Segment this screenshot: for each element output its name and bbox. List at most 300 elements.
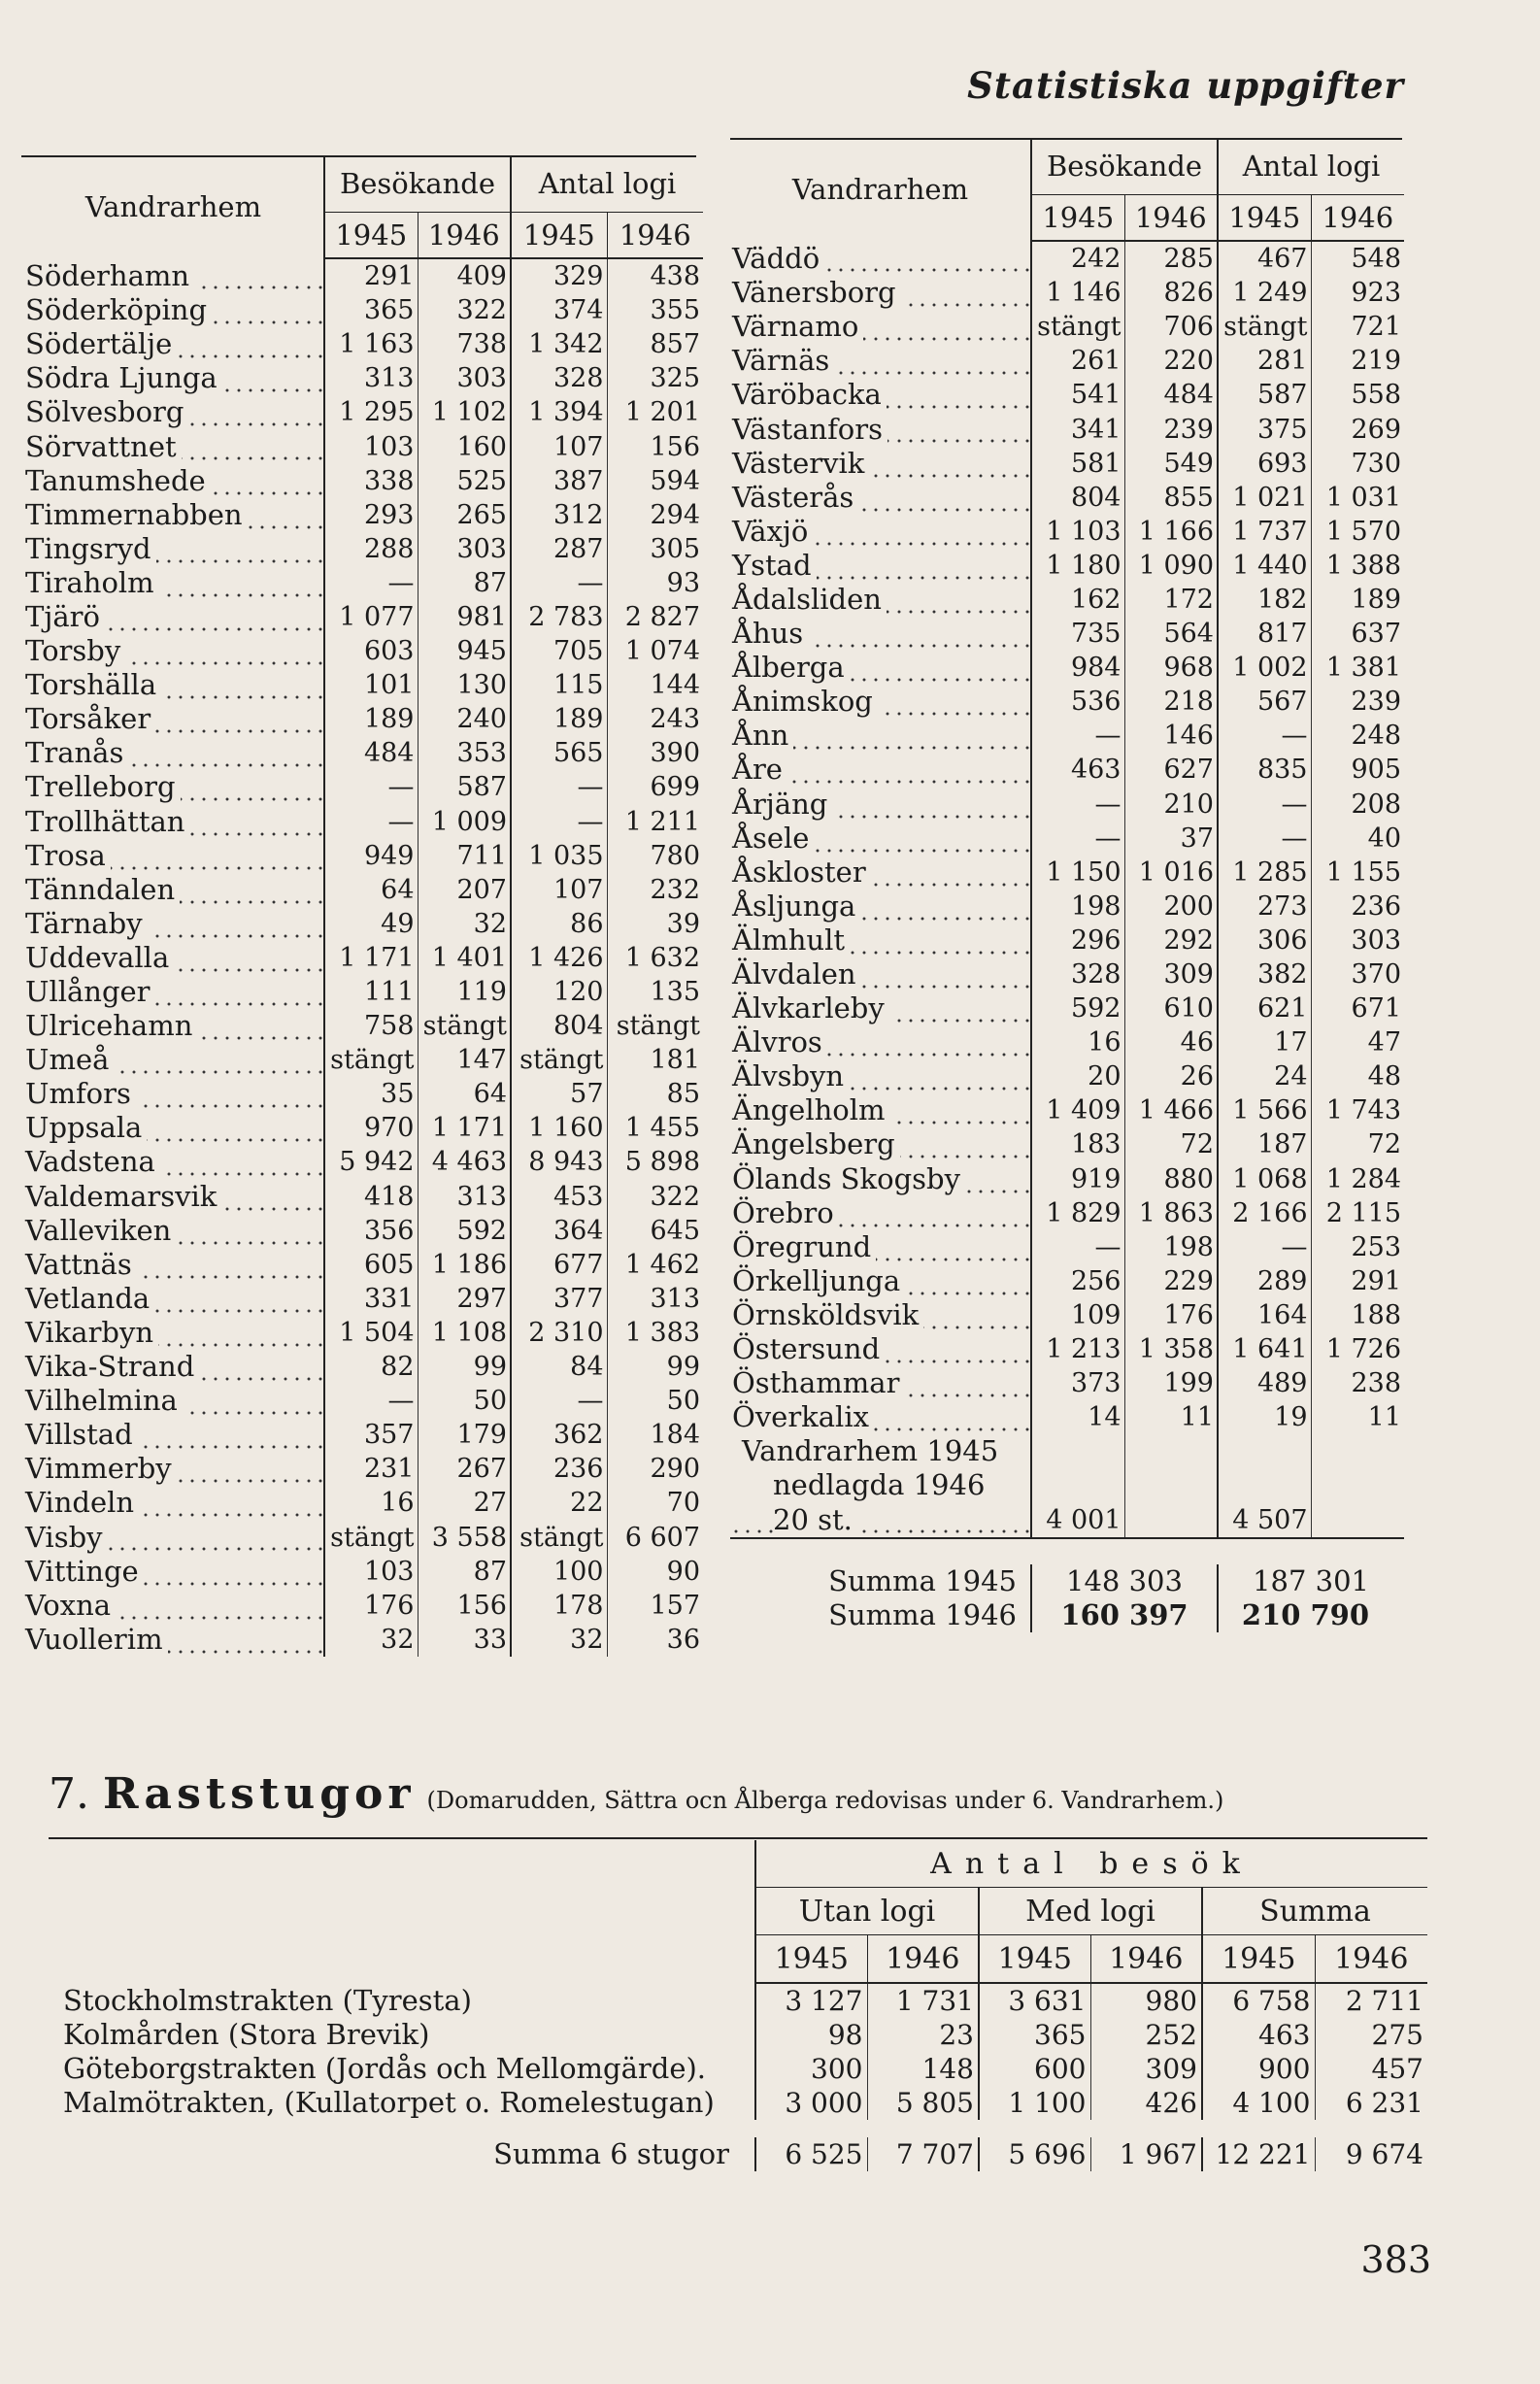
cell-value: 313 bbox=[607, 1282, 703, 1316]
cell-value: 182 bbox=[1218, 583, 1311, 617]
table-row bbox=[23, 736, 703, 770]
cell-value: 87 bbox=[418, 1555, 511, 1589]
table-row bbox=[730, 1230, 1404, 1264]
cell-value: 8 943 bbox=[511, 1145, 607, 1179]
cell-value: 309 bbox=[1124, 957, 1218, 991]
cell-value: 730 bbox=[1311, 447, 1404, 481]
cell-value: 3 127 bbox=[755, 1983, 867, 2018]
cell-value: 390 bbox=[607, 736, 703, 770]
cell-value: 219 bbox=[1311, 344, 1404, 378]
cell-value: 817 bbox=[1218, 617, 1311, 651]
table-row bbox=[23, 429, 703, 463]
cell-value: — bbox=[511, 1384, 607, 1418]
cell-value: 218 bbox=[1124, 685, 1218, 719]
cell-value: 84 bbox=[511, 1350, 607, 1384]
row-label: Ängelsberg bbox=[730, 1127, 1031, 1161]
cell-value: 111 bbox=[324, 975, 418, 1009]
table-row bbox=[730, 617, 1404, 651]
cell-value: 36 bbox=[607, 1623, 703, 1657]
cell-value: 1 035 bbox=[511, 839, 607, 873]
cell-value: 1 342 bbox=[511, 327, 607, 361]
table-row bbox=[23, 1384, 703, 1418]
cell-value: 24 bbox=[1218, 1059, 1311, 1093]
table-row bbox=[23, 1623, 703, 1657]
cell-value: 705 bbox=[511, 634, 607, 668]
cell-value: 945 bbox=[418, 634, 511, 668]
right-table-body bbox=[730, 241, 1404, 1434]
row-label: Växjö bbox=[730, 515, 1031, 549]
cell-value: — bbox=[1218, 822, 1311, 856]
cell-value: 303 bbox=[418, 532, 511, 566]
cell-value: 1 566 bbox=[1218, 1093, 1311, 1127]
cell-value: 1 726 bbox=[1311, 1332, 1404, 1366]
cell-value: 1 426 bbox=[511, 941, 607, 975]
table-row bbox=[730, 1059, 1404, 1093]
cell-value: 592 bbox=[418, 1214, 511, 1248]
cell-value: 1 401 bbox=[418, 941, 511, 975]
cell-value: 1 249 bbox=[1218, 276, 1311, 310]
cell-value: 453 bbox=[511, 1180, 607, 1214]
cell-value: 50 bbox=[607, 1384, 703, 1418]
cell-value: 229 bbox=[1124, 1264, 1218, 1298]
cell-value: — bbox=[324, 770, 418, 804]
column-header-visitors: Besökande bbox=[1031, 138, 1218, 195]
cell-value: 198 bbox=[1031, 890, 1124, 923]
row-label: Voxna bbox=[23, 1589, 324, 1623]
cell-value: 592 bbox=[1031, 991, 1124, 1025]
cell-value: 1 295 bbox=[324, 395, 418, 429]
cell-value: 64 bbox=[418, 1077, 511, 1111]
cell-value: 164 bbox=[1218, 1298, 1311, 1332]
cell-value: 269 bbox=[1311, 412, 1404, 446]
cell-value: 600 bbox=[979, 2052, 1090, 2086]
cell-value: 232 bbox=[607, 873, 703, 907]
cell-value: 1 160 bbox=[511, 1111, 607, 1145]
cell-value: 103 bbox=[324, 429, 418, 463]
row-label: Vuollerim bbox=[23, 1623, 324, 1657]
cell-value: 288 bbox=[324, 532, 418, 566]
cell-value: stängt bbox=[511, 1520, 607, 1554]
table-row bbox=[730, 583, 1404, 617]
summa-value: 9 674 bbox=[1315, 2137, 1427, 2171]
cell-value: 46 bbox=[1124, 1025, 1218, 1059]
row-label: Södertälje bbox=[23, 327, 324, 361]
cell-value: 291 bbox=[1311, 1264, 1404, 1298]
cell-value: 303 bbox=[1311, 923, 1404, 957]
running-head: Statistiska uppgifter bbox=[967, 64, 1404, 107]
table-row bbox=[23, 532, 703, 566]
row-label: Kolmården (Stora Brevik) bbox=[63, 2018, 430, 2051]
row-label: Umeå bbox=[23, 1043, 324, 1077]
summa-1946-visitors: 160 397 bbox=[1031, 1598, 1218, 1632]
cell-value: 157 bbox=[607, 1589, 703, 1623]
row-label: Ålberga bbox=[730, 651, 1031, 685]
table-row bbox=[730, 1025, 1404, 1059]
cell-value: 176 bbox=[324, 1589, 418, 1623]
cell-value: 1 102 bbox=[418, 395, 511, 429]
table-row bbox=[730, 481, 1404, 515]
cell-value: 27 bbox=[418, 1486, 511, 1520]
year-header: 1946 bbox=[867, 1935, 979, 1984]
cell-value: 248 bbox=[1311, 719, 1404, 753]
cell-value: 804 bbox=[511, 1009, 607, 1043]
cell-value: 1 358 bbox=[1124, 1332, 1218, 1366]
cell-value: 236 bbox=[511, 1452, 607, 1486]
cell-value: 86 bbox=[511, 907, 607, 941]
cell-value: 364 bbox=[511, 1214, 607, 1248]
cell-value: 47 bbox=[1311, 1025, 1404, 1059]
table-row bbox=[49, 2086, 1427, 2120]
cell-value: 1 100 bbox=[979, 2086, 1090, 2120]
cell-value: 804 bbox=[1031, 481, 1124, 515]
cell-value: 6 607 bbox=[607, 1520, 703, 1554]
subheader-with-lodging: Med logi bbox=[979, 1888, 1202, 1935]
table-row bbox=[23, 1145, 703, 1179]
table-row bbox=[730, 412, 1404, 446]
cell-value: 1 108 bbox=[418, 1316, 511, 1350]
table-row bbox=[23, 464, 703, 498]
cell-value: 2 711 bbox=[1315, 1983, 1427, 2018]
cell-value: 103 bbox=[324, 1555, 418, 1589]
table-row bbox=[23, 258, 703, 293]
table-row bbox=[23, 1009, 703, 1043]
cell-value: 240 bbox=[418, 702, 511, 736]
table-row bbox=[23, 839, 703, 873]
cell-value: 281 bbox=[1218, 344, 1311, 378]
cell-value: 1 150 bbox=[1031, 856, 1124, 890]
cell-value: 239 bbox=[1124, 412, 1218, 446]
cell-value: 1 068 bbox=[1218, 1162, 1311, 1196]
cell-value: 328 bbox=[1031, 957, 1124, 991]
row-label: Sölvesborg bbox=[23, 395, 324, 429]
page-number: 383 bbox=[1360, 2238, 1431, 2281]
cell-value: 1 077 bbox=[324, 600, 418, 634]
cell-value: 19 bbox=[1218, 1400, 1311, 1434]
table-row bbox=[730, 651, 1404, 685]
cell-value: 289 bbox=[1218, 1264, 1311, 1298]
row-label: Tjärö bbox=[23, 600, 324, 634]
cell-value: — bbox=[324, 566, 418, 600]
table-row bbox=[730, 719, 1404, 753]
table-row bbox=[730, 515, 1404, 549]
cell-value: 1 409 bbox=[1031, 1093, 1124, 1127]
cell-value: 426 bbox=[1090, 2086, 1202, 2120]
cell-value: 1 737 bbox=[1218, 515, 1311, 549]
cell-value: 147 bbox=[418, 1043, 511, 1077]
cell-value: 189 bbox=[1311, 583, 1404, 617]
row-label: Älvsbyn bbox=[730, 1059, 1031, 1093]
cell-value: 239 bbox=[1311, 685, 1404, 719]
cell-value: 1 211 bbox=[607, 805, 703, 839]
cell-value: 1 009 bbox=[418, 805, 511, 839]
year-header: 1945 bbox=[324, 213, 418, 259]
table-row bbox=[23, 941, 703, 975]
cell-value: 243 bbox=[607, 702, 703, 736]
row-label: Tänndalen bbox=[23, 873, 324, 907]
row-label: Umfors bbox=[23, 1077, 324, 1111]
cell-value: 981 bbox=[418, 600, 511, 634]
year-header: 1946 bbox=[1311, 195, 1404, 242]
cell-value: 5 805 bbox=[867, 2086, 979, 2120]
row-label: Ånimskog bbox=[730, 685, 1031, 719]
cell-value: 605 bbox=[324, 1248, 418, 1282]
table-row bbox=[23, 1214, 703, 1248]
cell-value: 148 bbox=[867, 2052, 979, 2086]
row-label: Uddevalla bbox=[23, 941, 324, 975]
cell-value: 297 bbox=[418, 1282, 511, 1316]
cell-value: 418 bbox=[324, 1180, 418, 1214]
row-label: Åskloster bbox=[730, 856, 1031, 890]
cell-value: 146 bbox=[1124, 719, 1218, 753]
row-label: Uppsala bbox=[23, 1111, 324, 1145]
cell-value: 356 bbox=[324, 1214, 418, 1248]
cell-value: — bbox=[1031, 1230, 1124, 1264]
table-row bbox=[730, 549, 1404, 583]
cell-value: 72 bbox=[1124, 1127, 1218, 1161]
row-label: Örnsköldsvik bbox=[730, 1298, 1031, 1332]
row-label: Västervik bbox=[730, 447, 1031, 481]
table-row bbox=[23, 1282, 703, 1316]
cell-value: 293 bbox=[324, 498, 418, 532]
cell-value: 273 bbox=[1218, 890, 1311, 923]
cell-value: 200 bbox=[1124, 890, 1218, 923]
row-label: Östersund bbox=[730, 1332, 1031, 1366]
row-label: Åsele bbox=[730, 822, 1031, 856]
column-header-nights: Antal logi bbox=[1218, 138, 1404, 195]
year-header: 1945 bbox=[1202, 1935, 1315, 1984]
cell-value: 738 bbox=[418, 327, 511, 361]
cell-value: 693 bbox=[1218, 447, 1311, 481]
row-label: Ullånger bbox=[23, 975, 324, 1009]
cell-value: 156 bbox=[607, 429, 703, 463]
cell-value: stängt bbox=[1031, 310, 1124, 344]
cell-value: 23 bbox=[867, 2018, 979, 2052]
row-label: Valdemarsvik bbox=[23, 1180, 324, 1214]
cell-value: 179 bbox=[418, 1418, 511, 1452]
cell-value: 331 bbox=[324, 1282, 418, 1316]
column-header-visitors: Besökande bbox=[324, 155, 511, 213]
cell-value: 26 bbox=[1124, 1059, 1218, 1093]
cell-value: 1 146 bbox=[1031, 276, 1124, 310]
row-label: Vimmerby bbox=[23, 1452, 324, 1486]
cell-value: 1 731 bbox=[867, 1983, 979, 2018]
cell-value: 87 bbox=[418, 566, 511, 600]
table-row bbox=[730, 822, 1404, 856]
table-row bbox=[730, 241, 1404, 276]
cell-value: 275 bbox=[1315, 2018, 1427, 2052]
summa-1945-label: Summa 1945 bbox=[828, 1563, 1017, 1597]
row-label: Örkelljunga bbox=[730, 1264, 1031, 1298]
cell-value: 183 bbox=[1031, 1127, 1124, 1161]
cell-value: 1 504 bbox=[324, 1316, 418, 1350]
table-row bbox=[23, 1248, 703, 1282]
cell-value: 109 bbox=[1031, 1298, 1124, 1332]
cell-value: — bbox=[1031, 822, 1124, 856]
summa-1945-visitors: 148 303 bbox=[1031, 1564, 1218, 1598]
cell-value: — bbox=[511, 566, 607, 600]
table-row bbox=[730, 1332, 1404, 1366]
cell-value: 699 bbox=[607, 770, 703, 804]
summa-1945-nights: 187 301 bbox=[1218, 1564, 1404, 1598]
cell-value: 735 bbox=[1031, 617, 1124, 651]
table-row bbox=[730, 310, 1404, 344]
cell-value: 285 bbox=[1124, 241, 1218, 276]
closed-line-2: nedlagda 1946 bbox=[773, 1468, 986, 1502]
table-row bbox=[23, 293, 703, 327]
cell-value: 1 201 bbox=[607, 395, 703, 429]
cell-value: 11 bbox=[1124, 1400, 1218, 1434]
row-label: Ådalsliden bbox=[730, 583, 1031, 617]
cell-value: 857 bbox=[607, 327, 703, 361]
cell-value: 181 bbox=[607, 1043, 703, 1077]
table-row bbox=[730, 1264, 1404, 1298]
cell-value: 980 bbox=[1090, 1983, 1202, 2018]
row-label: Vika-Strand bbox=[23, 1350, 324, 1384]
cell-value: — bbox=[1031, 719, 1124, 753]
cell-value: 64 bbox=[324, 873, 418, 907]
row-label: Ölands Skogsby bbox=[730, 1162, 1031, 1196]
cell-value: 4 100 bbox=[1202, 2086, 1315, 2120]
table-row bbox=[730, 378, 1404, 412]
cell-value: 5 898 bbox=[607, 1145, 703, 1179]
closed-line-1: Vandrarhem 1945 bbox=[742, 1434, 999, 1468]
cell-value: 463 bbox=[1202, 2018, 1315, 2052]
table-row bbox=[730, 856, 1404, 890]
cell-value: 72 bbox=[1311, 1127, 1404, 1161]
cell-value: 309 bbox=[1090, 2052, 1202, 2086]
cell-value: 37 bbox=[1124, 822, 1218, 856]
table-row bbox=[730, 1162, 1404, 1196]
row-label: Vänersborg bbox=[730, 276, 1031, 310]
cell-value: 1 394 bbox=[511, 395, 607, 429]
cell-value: 880 bbox=[1124, 1162, 1218, 1196]
row-label: Ystad bbox=[730, 549, 1031, 583]
cell-value: 370 bbox=[1311, 957, 1404, 991]
table-row bbox=[23, 873, 703, 907]
cell-value: 1 021 bbox=[1218, 481, 1311, 515]
table-row bbox=[23, 1486, 703, 1520]
cell-value: 2 115 bbox=[1311, 1196, 1404, 1230]
table-row bbox=[730, 1366, 1404, 1400]
row-label: Åsljunga bbox=[730, 890, 1031, 923]
closed-line-3: 20 st. bbox=[730, 1502, 1031, 1537]
cell-value: stängt bbox=[324, 1043, 418, 1077]
cell-value: — bbox=[324, 1384, 418, 1418]
cell-value: 1 284 bbox=[1311, 1162, 1404, 1196]
cell-value: 923 bbox=[1311, 276, 1404, 310]
raststugor-top-rule bbox=[49, 1837, 1427, 1839]
cell-value: 594 bbox=[607, 464, 703, 498]
cell-value: 970 bbox=[324, 1111, 418, 1145]
cell-value: 49 bbox=[324, 907, 418, 941]
cell-value: 17 bbox=[1218, 1025, 1311, 1059]
cell-value: 525 bbox=[418, 464, 511, 498]
row-label: Trosa bbox=[23, 839, 324, 873]
table-row bbox=[23, 566, 703, 600]
cell-value: 290 bbox=[607, 1452, 703, 1486]
table-row bbox=[730, 991, 1404, 1025]
cell-value: 463 bbox=[1031, 753, 1124, 787]
table-row bbox=[23, 907, 703, 941]
table-row bbox=[730, 447, 1404, 481]
cell-value: 621 bbox=[1218, 991, 1311, 1025]
cell-value: 1 163 bbox=[324, 327, 418, 361]
table-row bbox=[49, 2018, 1427, 2052]
subheader-sum: Summa bbox=[1202, 1888, 1427, 1935]
row-label: Valleviken bbox=[23, 1214, 324, 1248]
cell-value: 14 bbox=[1031, 1400, 1124, 1434]
cell-value: — bbox=[1218, 788, 1311, 822]
table-row bbox=[730, 344, 1404, 378]
summa-1946-label: Summa 1946 bbox=[828, 1597, 1017, 1631]
section-heading: Raststugor bbox=[102, 1769, 416, 1819]
cell-value: 637 bbox=[1311, 617, 1404, 651]
table-row bbox=[49, 1983, 1427, 2018]
cell-value: 1 186 bbox=[418, 1248, 511, 1282]
cell-value: 536 bbox=[1031, 685, 1124, 719]
cell-value: 188 bbox=[1311, 1298, 1404, 1332]
cell-value: 677 bbox=[511, 1248, 607, 1282]
cell-value: 50 bbox=[418, 1384, 511, 1418]
cell-value: 162 bbox=[1031, 583, 1124, 617]
cell-value: 3 000 bbox=[755, 2086, 867, 2120]
section-note: (Domarudden, Sättra ocn Ålberga redovisas under 6. Vandrarhem.) bbox=[426, 1787, 1224, 1814]
cell-value: 1 381 bbox=[1311, 651, 1404, 685]
cell-value: 365 bbox=[324, 293, 418, 327]
cell-value: — bbox=[511, 805, 607, 839]
cell-value: 242 bbox=[1031, 241, 1124, 276]
raststugor-body bbox=[49, 1983, 1427, 2120]
year-header: 1946 bbox=[1124, 195, 1218, 242]
cell-value: 949 bbox=[324, 839, 418, 873]
row-label: Älmhult bbox=[730, 923, 1031, 957]
table-row bbox=[23, 327, 703, 361]
table-row bbox=[23, 1555, 703, 1589]
cell-value: 6 758 bbox=[1202, 1983, 1315, 2018]
table-row bbox=[23, 1350, 703, 1384]
cell-value: 826 bbox=[1124, 276, 1218, 310]
cell-value: 758 bbox=[324, 1009, 418, 1043]
row-label: Trollhättan bbox=[23, 805, 324, 839]
cell-value: 296 bbox=[1031, 923, 1124, 957]
cell-value: 1 632 bbox=[607, 941, 703, 975]
cell-value: 16 bbox=[324, 1486, 418, 1520]
cell-value: 610 bbox=[1124, 991, 1218, 1025]
cell-value: 82 bbox=[324, 1350, 418, 1384]
cell-value: 135 bbox=[607, 975, 703, 1009]
cell-value: 549 bbox=[1124, 447, 1218, 481]
table-row bbox=[730, 788, 1404, 822]
cell-value: 172 bbox=[1124, 583, 1218, 617]
cell-value: 1 155 bbox=[1311, 856, 1404, 890]
cell-value: 261 bbox=[1031, 344, 1124, 378]
cell-value: 313 bbox=[418, 1180, 511, 1214]
cell-value: 362 bbox=[511, 1418, 607, 1452]
cell-value: 70 bbox=[607, 1486, 703, 1520]
table-row bbox=[23, 1589, 703, 1623]
column-header-name: Vandrarhem bbox=[84, 190, 262, 223]
cell-value: 1 171 bbox=[418, 1111, 511, 1145]
section-number: 7. bbox=[49, 1769, 89, 1819]
row-label: Åhus bbox=[730, 617, 1031, 651]
table-row bbox=[730, 276, 1404, 310]
cell-value: 189 bbox=[511, 702, 607, 736]
table-row bbox=[730, 1127, 1404, 1161]
cell-value: 160 bbox=[418, 429, 511, 463]
cell-value: 291 bbox=[324, 258, 418, 293]
cell-value: 587 bbox=[1218, 378, 1311, 412]
table-row bbox=[23, 1111, 703, 1145]
